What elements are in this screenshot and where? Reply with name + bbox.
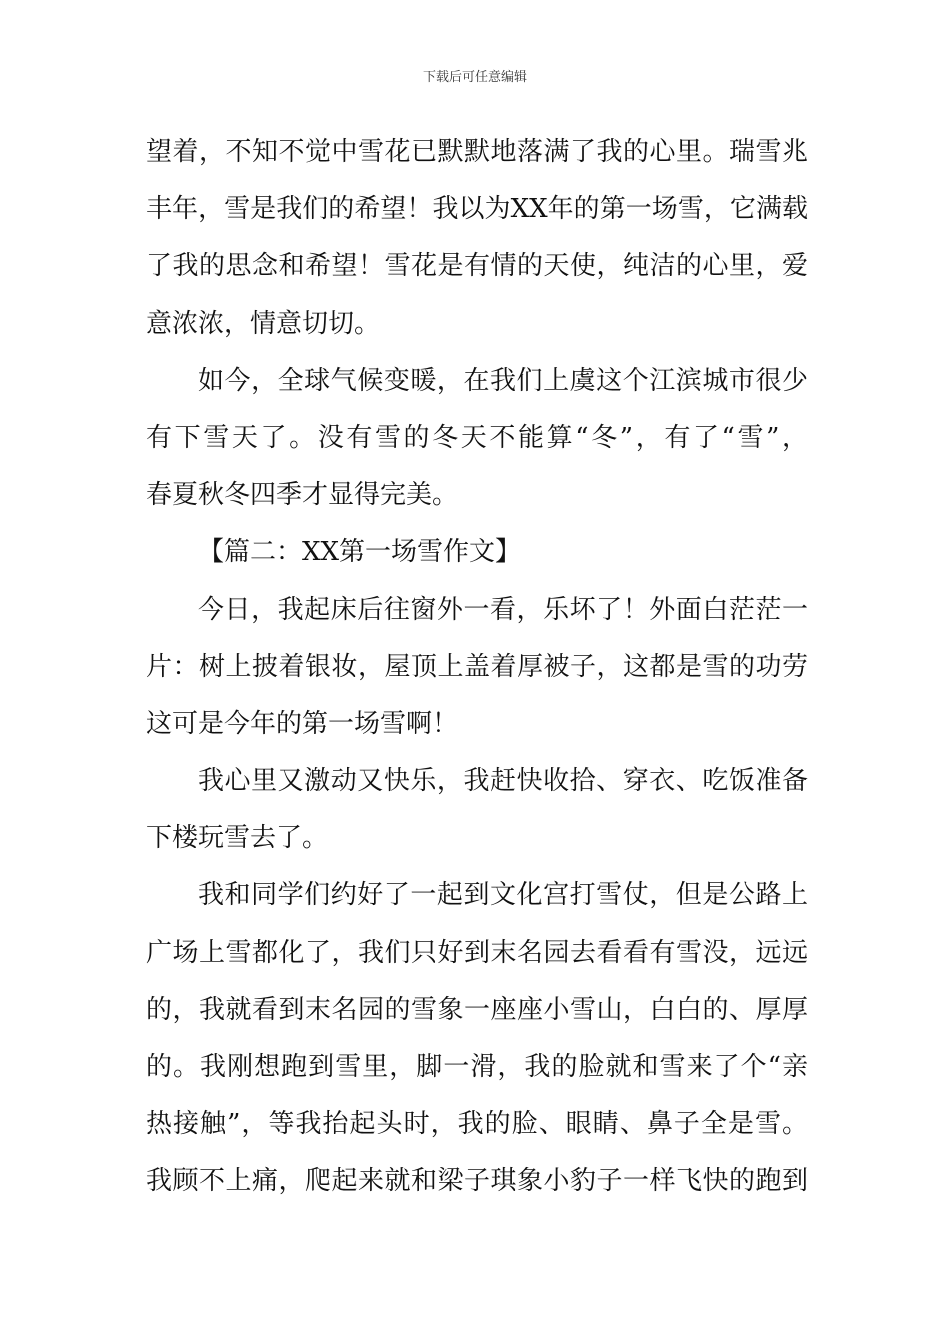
- page-header: 下载后可任意编辑: [422, 70, 527, 85]
- document-body: [146, 124, 808, 1211]
- text-line: 望着，不知不觉中雪花已默默地落满了我的心里。瑞雪兆: [146, 137, 808, 167]
- text-line: 有下雪天了。没有雪的冬天不能算“冬”，有了“雪”，: [146, 422, 808, 453]
- text-line: 【篇二：XX第一场雪作文】: [198, 537, 522, 568]
- text-line: 我心里又激动又快乐，我赶快收拾、穿衣、吃饭准备: [198, 766, 808, 797]
- text-line: 我和同学们约好了一起到文化宫打雪仗，但是公路上: [198, 880, 808, 911]
- text-line: 了我的思念和希望！雪花是有情的天使，纯洁的心里，爱: [146, 251, 808, 282]
- text-line: 今日，我起床后往窗外一看，乐坏了！外面白茫茫一: [198, 594, 808, 625]
- text-line: 广场上雪都化了，我们只好到末名园去看看有雪没，远远: [146, 937, 808, 968]
- text-line: 丰年，雪是我们的希望！我以为XX年的第一场雪，它满载: [146, 194, 808, 225]
- text-line: 下楼玩雪去了。: [146, 823, 329, 854]
- text-line: 意浓浓，情意切切。: [146, 308, 381, 339]
- text-line: 这可是今年的第一场雪啊！: [146, 708, 459, 739]
- text-line: 的，我就看到末名园的雪象一座座小雪山，白白的、厚厚: [146, 994, 808, 1025]
- text-line: 如今，全球气候变暖，在我们上虞这个江滨城市很少: [198, 365, 808, 396]
- text-line: 春夏秋冬四季才显得完美。: [146, 480, 459, 511]
- text-line: 热接触”，等我抬起头时，我的脸、眼睛、鼻子全是雪。: [146, 1109, 808, 1140]
- text-line: 我顾不上痛，爬起来就和梁子琪象小豹子一样飞快的跑到: [146, 1166, 808, 1197]
- text-line: 的。我刚想跑到雪里，脚一滑，我的脸就和雪来了个“亲: [146, 1052, 808, 1082]
- text-line: 片：树上披着银妆，屋顶上盖着厚被子，这都是雪的功劳: [146, 651, 808, 682]
